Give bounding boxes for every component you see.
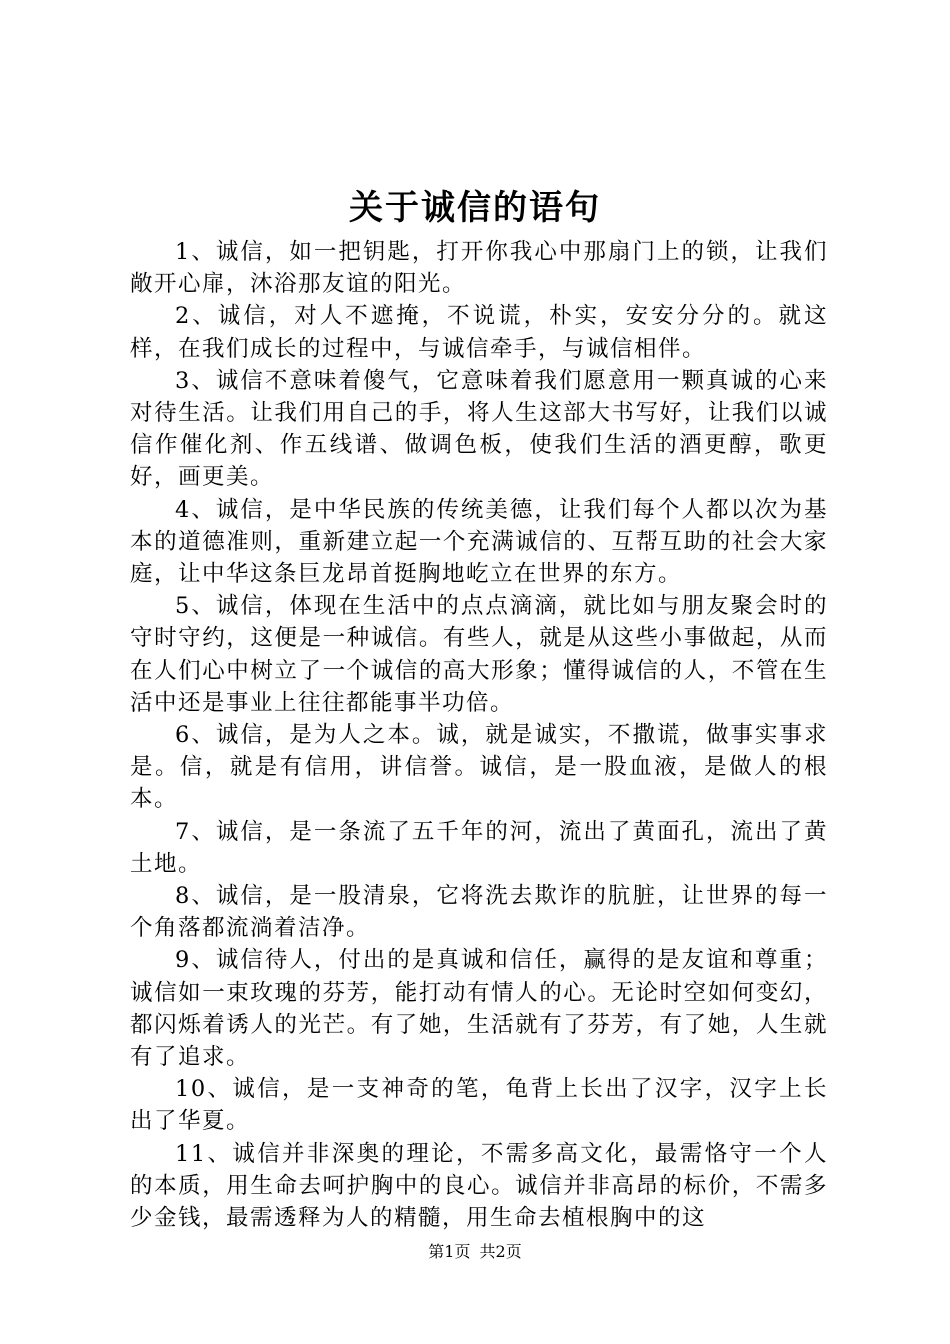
page-total: 共2页: [479, 1242, 522, 1261]
paragraph-9: 9、诚信待人，付出的是真诚和信任，赢得的是友谊和尊重；诚信如一束玫瑰的芬芳，能打动有情人的心。无论时空如何变幻，都闪烁着诱人的光芒。有了她，生活就有了芬芳，有了她，人生就有了追求。: [130, 947, 828, 1071]
paragraph-5: 5、诚信，体现在生活中的点点滴滴，就比如与朋友聚会时的守时守约，这便是一种诚信。有些人，就是从这些小事做起，从而在人们心中树立了一个诚信的高大形象；懂得诚信的人，不管在生活中还是事业上往往都能事半功倍。: [130, 593, 828, 716]
paragraph-8: 8、诚信，是一股清泉，它将洗去欺诈的肮脏，让世界的每一个角落都流淌着洁净。: [130, 883, 828, 942]
paragraph-6: 6、诚信，是为人之本。诚，就是诚实，不撒谎，做事实事求是。信，就是有信用，讲信誉。诚信，是一股血液，是做人的根本。: [130, 722, 828, 813]
paragraph-4: 4、诚信，是中华民族的传统美德，让我们每个人都以次为基本的道德准则，重新建立起一个充满诚信的、互帮互助的社会大家庭，让中华这条巨龙昂首挺胸地屹立在世界的东方。: [130, 496, 828, 588]
page-footer: [0, 1242, 950, 1262]
paragraph-10: 10、诚信，是一支神奇的笔，龟背上长出了汉字，汉字上长出了华夏。: [130, 1076, 828, 1135]
document-body: [130, 236, 828, 1234]
paragraph-11: 11、诚信并非深奥的理论，不需多高文化，最需恪守一个人的本质，用生命去呵护胸中的良心。诚信并非高昂的标价，不需多少金钱，最需透释为人的精髓，用生命去植根胸中的这: [130, 1140, 828, 1232]
document-title: 关于诚信的语句: [349, 188, 601, 228]
paragraph-3: 3、诚信不意味着傻气，它意味着我们愿意用一颗真诚的心来对待生活。让我们用自己的手，将人生这部大书写好，让我们以诚信作催化剂、作五线谱、做调色板，使我们生活的酒更醇，歌更好，画更美。: [130, 367, 828, 491]
page-number: 第1页: [428, 1242, 471, 1261]
paragraph-1: 1、诚信，如一把钥匙，打开你我心中那扇门上的锁，让我们敞开心扉，沐浴那友谊的阳光。: [130, 239, 828, 298]
paragraph-2: 2、诚信，对人不遮掩，不说谎，朴实，安安分分的。就这样，在我们成长的过程中，与诚信牵手，与诚信相伴。: [130, 303, 828, 362]
paragraph-7: 7、诚信，是一条流了五千年的河，流出了黄面孔，流出了黄土地。: [130, 818, 828, 877]
